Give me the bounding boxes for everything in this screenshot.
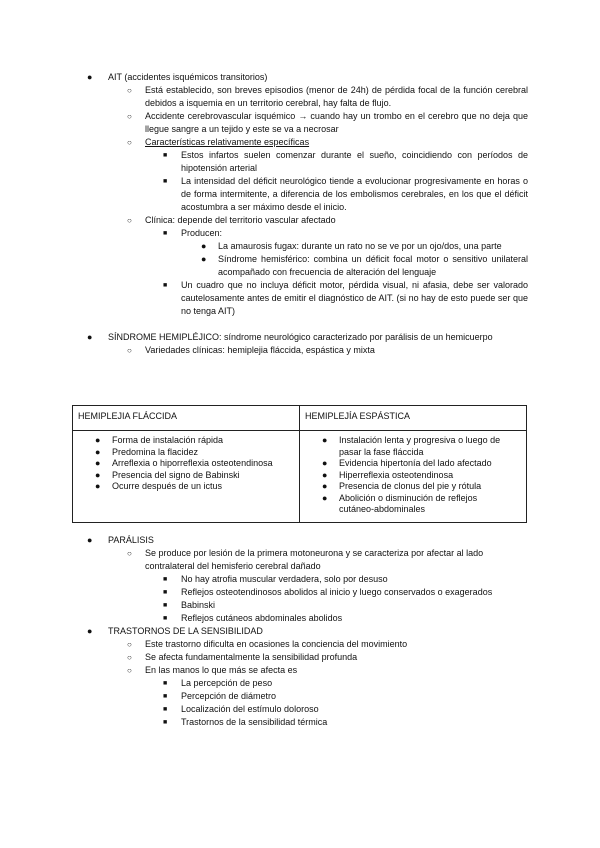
bullet-disc-icon: ● <box>322 435 328 445</box>
list-item <box>79 481 293 493</box>
list-item <box>0 690 600 703</box>
trastornos-sub-text: Trastornos de la sensibilidad térmica <box>181 717 328 727</box>
bullet-disc-icon: ● <box>87 535 93 545</box>
espastica-item: Hiperreflexia osteotendinosa <box>339 469 454 480</box>
bullet-disc-icon: ● <box>95 481 101 491</box>
sindrome-hemisferico-text: Síndrome hemisférico: combina un déficit focal motor o sensitivo unilateral acompañado con frecuencia de alteración del lenguaje <box>218 254 528 277</box>
cuadro-text: Un cuadro que no incluya déficit motor, pérdida visual, ni afasia, debe ser valorado cautelosamente antes de emitir el diagnóstico de AIT. (si no hay de esto puede ser que no tenga AIT) <box>181 280 528 316</box>
list-item <box>0 651 600 664</box>
comparison-table <box>72 405 527 523</box>
bullet-square-icon: ■ <box>163 719 168 726</box>
table-cell-espastica <box>300 431 527 523</box>
bullet-square-icon: ■ <box>163 706 168 713</box>
espastica-item: Abolición o disminución de reflejos cutáneo-abdominales <box>339 492 478 514</box>
bullet-disc-icon: ● <box>95 469 101 480</box>
list-item <box>306 493 520 516</box>
list-item <box>0 599 600 612</box>
bullet-square-icon: ■ <box>163 680 168 687</box>
trastornos-text: En las manos lo que más se afecta es <box>145 665 298 675</box>
list-item <box>0 279 600 318</box>
bullet-circle-icon: ○ <box>127 112 132 121</box>
spacer <box>0 318 600 331</box>
list-item <box>0 84 600 110</box>
list-item <box>0 227 600 240</box>
clinica-text: Clínica: depende del territorio vascular afectado <box>145 215 336 225</box>
list-item <box>0 149 600 175</box>
bullet-disc-icon: ● <box>95 435 101 445</box>
list-item <box>0 253 600 279</box>
trastornos-sub-text: Localización del estímulo doloroso <box>181 704 319 714</box>
list-item <box>0 612 600 625</box>
list-item <box>0 547 600 573</box>
list-item <box>79 470 293 482</box>
ait-definition: Está establecido, son breves episodios (menor de 24h) de pérdida focal de la función cerebral debidos a isquemia en un territorio cerebral, hay falta de flujo. <box>145 85 528 108</box>
list-item <box>0 573 600 586</box>
table-header-espastica: HEMIPLEJÍA ESPÁSTICA <box>300 406 527 431</box>
bullet-circle-icon: ○ <box>127 653 132 662</box>
variedades-text: Variedades clínicas: hemiplejia fláccida, espástica y mixta <box>145 345 375 355</box>
espastica-item: Evidencia hipertonía del lado afectado <box>339 458 492 468</box>
list-item <box>0 677 600 690</box>
bullet-disc-icon: ● <box>322 458 328 468</box>
trastornos-text: Se afecta fundamentalmente la sensibilidad profunda <box>145 652 358 662</box>
list-item <box>0 716 600 729</box>
bullet-circle-icon: ○ <box>127 216 132 225</box>
trastornos-sub-text: Percepción de diámetro <box>181 691 277 701</box>
table-row <box>73 431 527 523</box>
bullet-square-icon: ■ <box>163 615 168 622</box>
bullet-circle-icon: ○ <box>127 138 132 147</box>
paralisis-sub-text: Babinski <box>181 600 216 610</box>
list-item <box>0 136 600 149</box>
list-item <box>306 435 520 458</box>
bullet-disc-icon: ● <box>87 626 93 636</box>
flaccida-item: Presencia del signo de Babinski <box>112 469 240 480</box>
table-cell-flaccida <box>73 431 300 523</box>
paralisis-sub-text: Reflejos osteotendinosos abolidos al inicio y luego conservados o exagerados <box>181 587 493 597</box>
list-item <box>306 481 520 493</box>
list-item <box>0 344 600 357</box>
bullet-disc-icon: ● <box>87 332 93 342</box>
list-item <box>306 470 520 482</box>
bullet-square-icon: ■ <box>163 230 168 237</box>
paralisis-sub-text: Reflejos cutáneos abdominales abolidos <box>181 613 343 623</box>
bullet-circle-icon: ○ <box>127 346 132 355</box>
producen-text: Producen: <box>181 228 223 238</box>
bullet-circle-icon: ○ <box>127 666 132 675</box>
ait-title: AIT (accidentes isquémicos transitorios) <box>108 72 268 82</box>
amaurosis-text: La amaurosis fugax: durante un rato no se ve por un ojo/dos, una parte <box>218 241 502 251</box>
bullet-disc-icon: ● <box>201 241 207 251</box>
bullet-square-icon: ■ <box>163 576 168 583</box>
list-item <box>0 638 600 651</box>
espastica-item: Instalación lenta y progresiva o luego de pasar la fase fláccida <box>339 435 501 457</box>
bullet-disc-icon: ● <box>322 492 328 503</box>
bullet-square-icon: ■ <box>163 693 168 700</box>
trastornos-text: Este trastorno dificulta en ocasiones la conciencia del movimiento <box>145 639 408 649</box>
flaccida-item: Forma de instalación rápida <box>112 435 224 445</box>
table-header-flaccida: HEMIPLEJIA FLÁCCIDA <box>73 406 300 431</box>
table-header-row <box>73 406 527 431</box>
list-item <box>79 447 293 459</box>
bullet-disc-icon: ● <box>95 458 101 468</box>
bullet-square-icon: ■ <box>163 282 168 289</box>
list-item <box>0 586 600 599</box>
bullet-square-icon: ■ <box>163 589 168 596</box>
list-item <box>0 175 600 214</box>
espastica-item: Presencia de clonus del pie y rótula <box>339 481 482 491</box>
ait-acv-text: Accidente cerebrovascular isquémico → cuando hay un trombo en el cerebro que no deja que llegue sangre a un tejido y este se va a necrosar <box>145 111 528 134</box>
flaccida-item: Arreflexia o hiporreflexia osteotendinosa <box>112 458 273 468</box>
bullet-circle-icon: ○ <box>127 640 132 649</box>
list-item <box>79 435 293 447</box>
sindrome-title: SÍNDROME HEMIPLÉJICO: síndrome neurológico caracterizado por parálisis de un hemicuerpo <box>108 332 493 342</box>
list-item <box>79 458 293 470</box>
list-item-sindrome <box>0 331 600 344</box>
list-item <box>0 664 600 677</box>
caracteristica-text: La intensidad del déficit neurológico tiende a evolucionar progresivamente en horas o de forma intermitente, a diferencia de los embolismos cerebrales, en los que el déficit acostumbra a ser máximo desde el inicio. <box>181 176 528 212</box>
bullet-square-icon: ■ <box>163 178 168 185</box>
list-item <box>0 703 600 716</box>
list-item <box>0 240 600 253</box>
bullet-disc-icon: ● <box>87 72 93 82</box>
list-item <box>306 458 520 470</box>
list-item <box>0 110 600 136</box>
paralisis-sub-text: No hay atrofia muscular verdadera, solo por desuso <box>181 574 388 584</box>
list-item-ait <box>0 71 600 84</box>
bullet-disc-icon: ● <box>322 469 328 480</box>
bottom-outline <box>0 534 600 729</box>
paralisis-title: PARÁLISIS <box>108 535 154 545</box>
list-item-paralisis <box>0 534 600 547</box>
bullet-circle-icon: ○ <box>127 86 132 95</box>
bullet-disc-icon: ● <box>201 254 207 264</box>
top-outline <box>0 71 600 357</box>
espastica-list <box>306 435 520 516</box>
bullet-circle-icon: ○ <box>127 549 132 558</box>
bullet-square-icon: ■ <box>163 152 168 159</box>
paralisis-text: Se produce por lesión de la primera motoneurona y se caracteriza por afectar al lado contralateral del hemisferio cerebral dañado <box>145 548 484 571</box>
caracteristicas-heading: Características relativamente específicas <box>145 137 310 147</box>
trastornos-sub-text: La percepción de peso <box>181 678 273 688</box>
caracteristica-text: Estos infartos suelen comenzar durante el sueño, coincidiendo con períodos de hipotensión arterial <box>181 150 528 173</box>
trastornos-title: TRASTORNOS DE LA SENSIBILIDAD <box>108 626 263 636</box>
bullet-disc-icon: ● <box>322 481 328 491</box>
flaccida-item: Ocurre después de un ictus <box>112 481 223 491</box>
flaccida-item: Predomina la flacidez <box>112 446 199 457</box>
flaccida-list <box>79 435 293 493</box>
list-item <box>0 214 600 227</box>
bullet-disc-icon: ● <box>95 446 101 457</box>
list-item-trastornos <box>0 625 600 638</box>
bullet-square-icon: ■ <box>163 602 168 609</box>
